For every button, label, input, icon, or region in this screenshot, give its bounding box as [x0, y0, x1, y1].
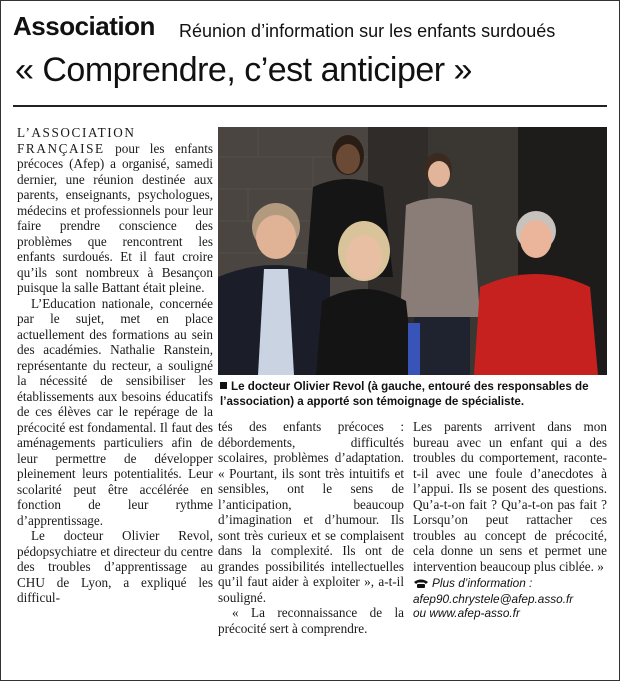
article-column-2: [218, 419, 404, 636]
caption-bullet-icon: [220, 382, 227, 389]
paragraph: Le docteur Olivier Revol, pédopsychiatre et directeur du centre des troubles d’apprentissage au CHU de Lyon, a expliqué les difficul-: [17, 528, 213, 605]
paragraph: Les parents arrivent dans mon bureau avec un enfant qui a des troubles du comportement, raconte-t-il avec une foule d’anecdotes à l’appui. Ils se posent des questions. Qu’a-t-on fait ? Qu’a-t-on pas fait ? Lorsqu’on peut rattacher ces troubles au concept de précocité, cela donne un sens et permet une intervention beaucoup plus ciblée. »: [413, 419, 607, 574]
article-column-3: [413, 419, 607, 620]
headline: « Comprendre, c’est anticiper »: [15, 51, 472, 89]
contact-email[interactable]: afep90.chrystele@afep.asso.fr: [413, 592, 574, 606]
paragraph: L’Education nationale, concernée par le sujet, met en place actuellement des formations au sein des académies. Nathalie Ranstein, représentante du recteur, a souligné la nécessité de sensibiliser les établissements aux besoins éducatifs de ces élèves car le repérage de la précocité est fondamental. Il faut des aménagements particuliers afin de leur permettre de développer pleinement leurs potentialités. Leur scolarité peut être accélérée en fonction de leur rythme d’apprentissage.: [17, 295, 213, 528]
section-title: Association: [13, 11, 155, 41]
paragraph-text: pour les enfants précoces (Afep) a organisé, samedi dernier, une réunion destinée aux parents, enseignants, psychologues, médecins et professionnels pour leur faire prendre conscience des problèmes que rencontrent les enfants surdoués. Et il faut croire qu’ils sont nombreux à Besançon puisque la salle Battant était pleine.: [17, 140, 213, 295]
more-info-label: Plus d’information :: [432, 576, 533, 590]
group-photo-illustration: [218, 127, 607, 375]
paragraph: tés des enfants précoces : débordements, difficultés scolaires, problèmes d’adaptation. « Pourtant, ils sont très intuitifs et sensibles, ont le sens de l’anticipation, beaucoup d’imagination et d’humour. Ils sont très curieux et se complaisent dans la complexité. Ils ont de grandes possibilités intellectuelles qu’il faut aider à exploiter », a-t-il souligné.: [218, 419, 404, 605]
telephone-icon: [413, 578, 429, 592]
more-info-box: [413, 576, 607, 620]
article-column-1: [17, 125, 213, 606]
header-divider: [13, 105, 607, 107]
photo-caption: [220, 379, 608, 409]
caption-text: Le docteur Olivier Revol (à gauche, entouré des responsables de l’association) a apporté son témoignage de spécialiste.: [220, 380, 589, 408]
article-photo: [218, 127, 607, 375]
paragraph-lead: L’ASSOCIATION FRANÇAISE: [17, 125, 136, 156]
article-header: [13, 11, 613, 47]
paragraph: [17, 125, 213, 296]
paragraph: « La reconnaissance de la précocité sert à comprendre.: [218, 605, 404, 636]
contact-website[interactable]: ou www.afep-asso.fr: [413, 606, 520, 620]
section-subtitle: Réunion d’information sur les enfants surdoués: [179, 21, 556, 41]
